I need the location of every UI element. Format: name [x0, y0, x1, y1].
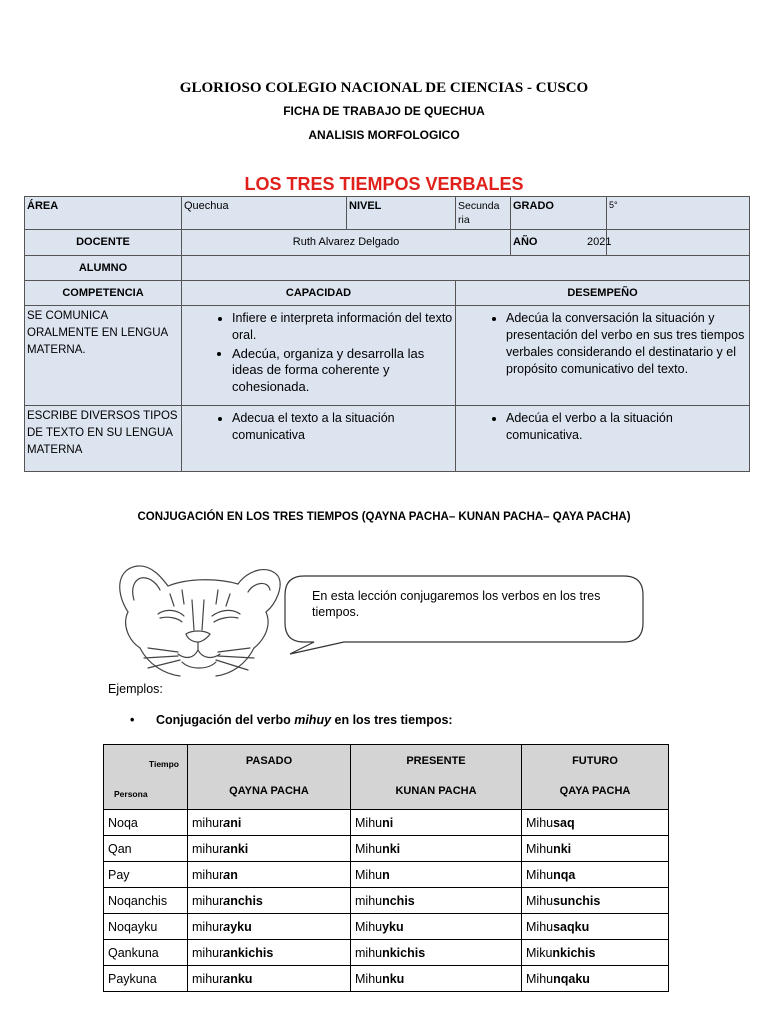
- table-row: [104, 940, 669, 966]
- examples-label: Ejemplos:: [108, 682, 163, 696]
- bullet-icon: •: [130, 713, 135, 727]
- puma-drawing-icon: [108, 560, 288, 678]
- column-header: PASADO QAYNA PACHA: [188, 745, 351, 810]
- analysis-subtitle: ANALISIS MORFOLOGICO: [308, 128, 460, 142]
- desempeno-item: • Adecúa el verbo a la situación comunicativa.: [506, 410, 747, 444]
- table-row: [104, 966, 669, 992]
- grado-value: 5°: [607, 197, 750, 230]
- verb-table-body: [104, 810, 669, 992]
- persona-cell: Qan: [104, 836, 188, 862]
- table-row: [104, 862, 669, 888]
- futuro-cell: Mihunqaku: [522, 966, 669, 992]
- persona-label: Persona: [114, 789, 148, 799]
- competencia-escrita: ESCRIBE DIVERSOS TIPOS DE TEXTO EN SU LENGUA MATERNA: [25, 406, 182, 472]
- pasado-cell: mihuran: [188, 862, 351, 888]
- area-value: Quechua: [182, 197, 347, 230]
- area-label: ÁREA: [25, 197, 182, 230]
- bullet-conjugation: • Conjugación del verbo mihuy en los tres tiempos:: [130, 713, 453, 727]
- tiempo-label: Tiempo: [148, 759, 179, 769]
- futuro-cell: Mihusaqku: [522, 914, 669, 940]
- table-row: [104, 914, 669, 940]
- futuro-cell: Mihusaq: [522, 810, 669, 836]
- presente-cell: Mihuni: [351, 810, 522, 836]
- docente-value: Ruth Alvarez Delgado: [182, 230, 511, 256]
- competencia-header: COMPETENCIA: [25, 281, 182, 306]
- capacidad-item: • Adecúa, organiza y desarrolla las ideas de forma coherente y cohesionada.: [232, 346, 453, 395]
- pasado-cell: mihuranki: [188, 836, 351, 862]
- nivel-label: NIVEL: [347, 197, 456, 230]
- pasado-cell: mihurankichis: [188, 940, 351, 966]
- table-row: [104, 810, 669, 836]
- presente-cell: Mihuyku: [351, 914, 522, 940]
- table-row: [104, 836, 669, 862]
- verb-conjugation-table: [103, 744, 669, 992]
- pasado-cell: mihuranku: [188, 966, 351, 992]
- column-header: FUTURO QAYA PACHA: [522, 745, 669, 810]
- presente-cell: Mihun: [351, 862, 522, 888]
- table-row: [104, 888, 669, 914]
- anio-label: AÑO: [511, 230, 607, 256]
- persona-cell: Noqa: [104, 810, 188, 836]
- persona-cell: Qankuna: [104, 940, 188, 966]
- info-table: [24, 196, 750, 472]
- desempeno-oral: [456, 306, 750, 406]
- desempeno-header: DESEMPEÑO: [456, 281, 750, 306]
- docente-label: DOCENTE: [25, 230, 182, 256]
- persona-cell: Noqayku: [104, 914, 188, 940]
- pasado-cell: mihuranchis: [188, 888, 351, 914]
- capacidad-item: • Adecua el texto a la situación comunicativa: [232, 410, 453, 444]
- capacidad-oral: [182, 306, 456, 406]
- persona-cell: Noqanchis: [104, 888, 188, 914]
- desempeno-item: • Adecúa la conversación la situación y presentación del verbo en sus tres tiempos verbales considerando el destinatario y el propósito comunicativo del texto.: [506, 310, 747, 378]
- column-header: PRESENTE KUNAN PACHA: [351, 745, 522, 810]
- page-title: LOS TRES TIEMPOS VERBALES: [244, 174, 524, 194]
- futuro-cell: Mihunki: [522, 836, 669, 862]
- desempeno-escrito: [456, 406, 750, 472]
- pasado-cell: mihurayku: [188, 914, 351, 940]
- worksheet-subtitle: FICHA DE TRABAJO DE QUECHUA: [283, 104, 485, 118]
- anio-value: 2021: [607, 230, 750, 256]
- presente-cell: mihunchis: [351, 888, 522, 914]
- futuro-cell: Mihunqa: [522, 862, 669, 888]
- grado-label: GRADO: [511, 197, 607, 230]
- alumno-value: [182, 256, 750, 281]
- persona-cell: Paykuna: [104, 966, 188, 992]
- persona-cell: Pay: [104, 862, 188, 888]
- conjugation-heading: CONJUGACIÓN EN LOS TRES TIEMPOS (QAYNA PACHA– KUNAN PACHA– QAYA PACHA): [137, 511, 631, 523]
- school-name: GLORIOSO COLEGIO NACIONAL DE CIENCIAS - CUSCO: [179, 80, 589, 96]
- futuro-cell: Mihusunchis: [522, 888, 669, 914]
- competencia-oral: SE COMUNICA ORALMENTE EN LENGUA MATERNA.: [25, 306, 182, 406]
- capacidad-item: • Infiere e interpreta información del texto oral.: [232, 310, 453, 344]
- verb-name: mihuy: [294, 713, 332, 727]
- futuro-cell: Mikunkichis: [522, 940, 669, 966]
- alumno-label: ALUMNO: [25, 256, 182, 281]
- pasado-cell: mihurani: [188, 810, 351, 836]
- presente-cell: Mihunki: [351, 836, 522, 862]
- capacidad-escrita: [182, 406, 456, 472]
- nivel-value: Secunda ria: [456, 197, 511, 230]
- tiempo-persona-header: [104, 745, 188, 810]
- presente-cell: mihunkichis: [351, 940, 522, 966]
- presente-cell: Mihunku: [351, 966, 522, 992]
- speech-bubble-text: En esta lección conjugaremos los verbos en los tres tiempos.: [312, 589, 601, 620]
- capacidad-header: CAPACIDAD: [182, 281, 456, 306]
- table-edge-mask: [680, 473, 750, 479]
